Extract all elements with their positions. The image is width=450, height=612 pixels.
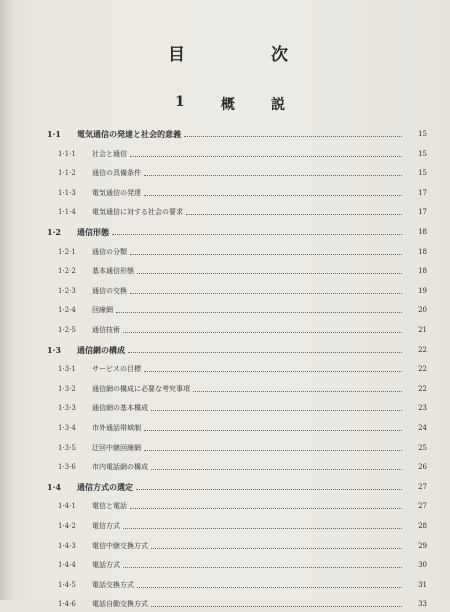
toc-entry-page: 18 <box>418 247 427 256</box>
chapter-title-right: 説 <box>271 97 285 113</box>
toc-entry-row <box>0 400 450 416</box>
toc-entry-row <box>0 244 450 260</box>
toc-leader-dots <box>123 566 402 568</box>
toc-entry-row <box>0 146 450 162</box>
toc-entry-label: 電信中継交換方式 <box>92 541 148 550</box>
toc-entry-label: 回線網 <box>92 306 113 315</box>
toc-entry-page: 20 <box>418 306 427 315</box>
toc-entry-label: 通信形態 <box>77 227 109 237</box>
toc-entry-number: 1·1·1 <box>58 149 76 158</box>
toc-leader-dots <box>186 213 402 215</box>
toc-entry-label: 通信技術 <box>92 326 120 334</box>
toc-leader-dots <box>123 527 402 529</box>
toc-leader-dots <box>144 449 402 451</box>
toc-entry-number: 1·1·3 <box>58 188 76 197</box>
toc-entry-number: 1·2·3 <box>58 286 76 295</box>
toc-entry-label: 電話自動交換方式 <box>92 600 148 609</box>
toc-leader-dots <box>112 233 402 235</box>
toc-entry-row <box>0 283 450 299</box>
toc-leader-dots <box>144 370 402 372</box>
toc-entry-row <box>0 381 450 397</box>
toc-entry-row <box>0 185 450 201</box>
toc-entry-row <box>0 518 450 534</box>
toc-entry-page: 33 <box>418 600 427 609</box>
toc-entry-row <box>0 165 450 181</box>
toc-leader-dots <box>130 155 402 157</box>
toc-entry-number: 1·3 <box>47 344 61 355</box>
toc-entry-number: 1·2·5 <box>58 326 76 334</box>
toc-entry-page: 24 <box>418 424 427 432</box>
toc-entry-label: 電気通信の発達と社会的意義 <box>77 129 181 139</box>
toc-leader-dots <box>193 390 402 392</box>
toc-section-row <box>0 479 450 495</box>
toc-entry-page: 21 <box>418 326 427 334</box>
toc-entry-number: 1·4·3 <box>58 541 76 550</box>
toc-entry-row <box>0 498 450 514</box>
toc-entry-row <box>0 538 450 554</box>
toc-leader-dots <box>130 507 402 509</box>
toc-leader-dots <box>136 488 402 490</box>
toc-entry-label: 電気通信の発達 <box>92 188 141 197</box>
toc-leader-dots <box>128 351 402 353</box>
toc-entry-number: 1·3·5 <box>58 443 76 452</box>
toc-entry-label: 通信の分類 <box>92 247 127 256</box>
toc-entry-label: 社会と通信 <box>92 149 127 158</box>
toc-leader-dots <box>151 605 402 607</box>
page-title-right: 次 <box>271 45 288 65</box>
toc-leader-dots <box>144 194 402 196</box>
toc-entry-page: 22 <box>418 345 427 354</box>
toc-entry-number: 1·2·4 <box>58 306 76 315</box>
toc-entry-number: 1·1·4 <box>58 208 76 217</box>
toc-entry-row <box>0 577 450 593</box>
toc-entry-page: 15 <box>418 149 427 158</box>
toc-entry-page: 22 <box>418 365 427 374</box>
toc-entry-row <box>0 322 450 338</box>
toc-entry-number: 1·1 <box>47 129 61 139</box>
toc-entry-label: 電信方式 <box>92 522 120 530</box>
toc-entry-label: サービスの目標 <box>92 365 141 374</box>
toc-section-row <box>0 224 450 240</box>
toc-entry-number: 1·4·4 <box>58 561 76 570</box>
toc-entry-page: 15 <box>418 169 427 178</box>
toc-entry-label: 電信と電話 <box>92 502 127 511</box>
toc-leader-dots <box>151 547 402 549</box>
toc-entry-number: 1·3·3 <box>58 404 76 413</box>
toc-leader-dots <box>137 586 402 588</box>
toc-entry-row <box>0 263 450 279</box>
toc-entry-page: 18 <box>418 267 427 276</box>
toc-entry-number: 1·2·2 <box>58 267 76 276</box>
toc-entry-number: 1·3·4 <box>58 424 76 432</box>
toc-entry-label: 通信網の構成に必要な考究事項 <box>92 384 190 393</box>
toc-entry-row <box>0 361 450 377</box>
chapter-title-left: 概 <box>220 97 235 113</box>
toc-entry-label: 市内電話網の構成 <box>92 463 148 472</box>
toc-entry-label: 電話方式 <box>92 561 120 570</box>
toc-entry-page: 28 <box>418 522 427 530</box>
toc-entry-number: 1·4·1 <box>58 502 76 511</box>
toc-entry-label: 通信の具備条件 <box>92 169 141 178</box>
toc-entry-page: 27 <box>418 482 427 491</box>
toc-entry-number: 1·4·6 <box>58 600 76 609</box>
toc-leader-dots <box>144 174 402 176</box>
toc-leader-dots <box>137 272 402 274</box>
toc-entry-page: 17 <box>418 208 427 217</box>
toc-leader-dots <box>130 253 402 255</box>
toc-entry-number: 1·3·6 <box>58 463 76 472</box>
toc-entry-number: 1·4 <box>47 481 61 492</box>
toc-entry-row <box>0 459 450 475</box>
toc-entry-row <box>0 302 450 318</box>
toc-entry-label: 通信網の構成 <box>77 344 125 355</box>
toc-leader-dots <box>116 311 402 313</box>
toc-leader-dots <box>151 468 402 470</box>
toc-entry-number: 1·1·2 <box>58 169 76 178</box>
toc-entry-number: 1·3·1 <box>58 365 76 374</box>
page-title-left: 目 <box>168 45 185 65</box>
toc-entry-row <box>0 420 450 436</box>
toc-entry-label: 通信の交換 <box>92 286 127 295</box>
toc-entry-number: 1·2·1 <box>58 247 76 256</box>
toc-section-row <box>0 126 450 142</box>
toc-leader-dots <box>123 331 402 333</box>
toc-entry-label: 迂回中継回線網 <box>92 443 141 452</box>
toc-entry-row <box>0 557 450 573</box>
toc-entry-label: 市外通話帯域制 <box>92 424 141 432</box>
toc-entry-page: 26 <box>418 463 427 472</box>
toc-entry-number: 1·4·2 <box>58 522 76 530</box>
toc-entry-page: 27 <box>418 502 427 511</box>
toc-entry-page: 31 <box>418 580 427 589</box>
toc-entry-page: 25 <box>418 443 427 452</box>
toc-entry-row <box>0 596 450 612</box>
toc-leader-dots <box>144 429 402 431</box>
toc-entry-label: 通信方式の選定 <box>77 481 133 492</box>
toc-entry-page: 17 <box>418 188 427 197</box>
toc-entry-label: 電話交換方式 <box>92 580 134 589</box>
toc-leader-dots <box>184 135 402 137</box>
toc-entry-row <box>0 204 450 220</box>
toc-leader-dots <box>151 409 402 411</box>
toc-entry-page: 22 <box>418 384 427 393</box>
toc-entry-page: 19 <box>418 286 427 295</box>
toc-entry-page: 18 <box>418 228 427 236</box>
toc-entry-label: 通信網の基本構成 <box>92 404 148 413</box>
toc-entry-page: 15 <box>418 130 427 138</box>
toc-entry-row <box>0 440 450 456</box>
toc-section-row <box>0 342 450 358</box>
chapter-number: 1 <box>175 94 185 110</box>
toc-entry-page: 29 <box>418 541 427 550</box>
toc-entry-page: 30 <box>418 561 427 570</box>
toc-entry-page: 23 <box>418 404 427 413</box>
toc-leader-dots <box>130 292 402 294</box>
toc-entry-number: 1·3·2 <box>58 384 76 393</box>
toc-entry-number: 1·2 <box>47 227 61 237</box>
toc-entry-label: 電気通信に対する社会の要求 <box>92 208 183 217</box>
toc-entry-label: 基本通信形態 <box>92 267 134 276</box>
toc-entry-number: 1·4·5 <box>58 580 76 589</box>
